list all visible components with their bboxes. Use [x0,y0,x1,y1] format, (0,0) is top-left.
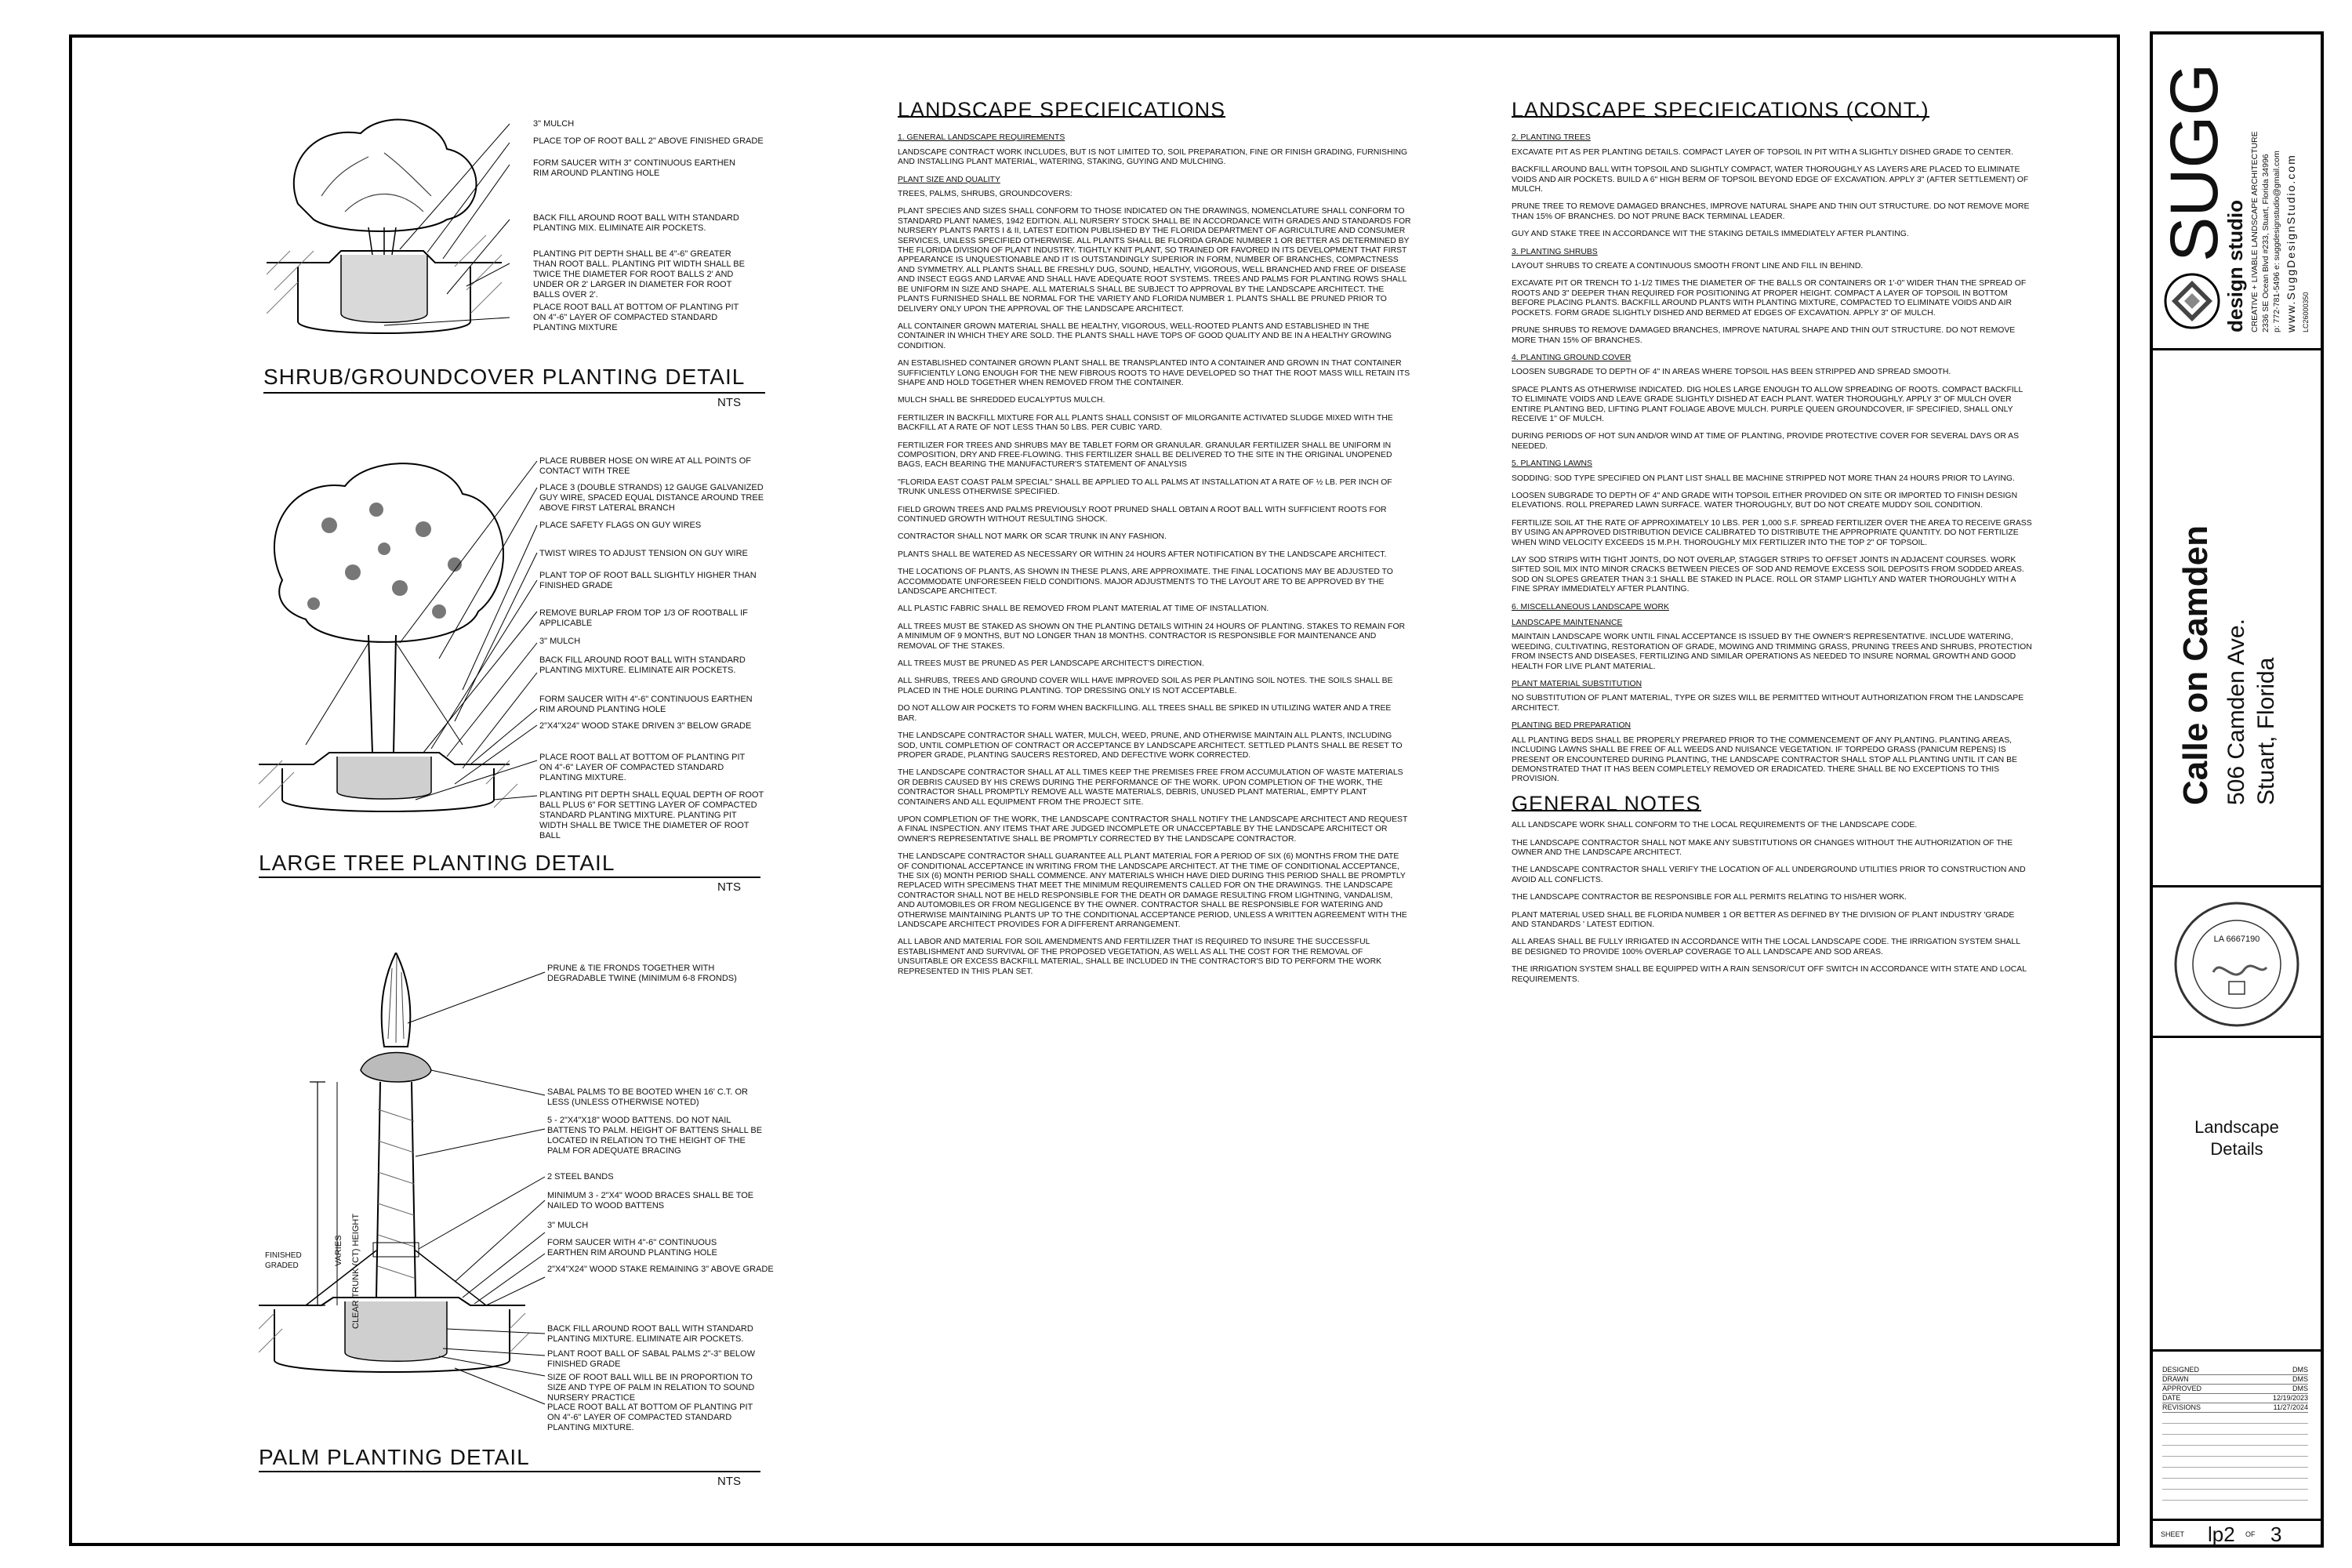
row-drawn: DRAWN DMS [2162,1375,2308,1383]
spec-para: MAINTAIN LANDSCAPE WORK UNTIL FINAL ACCEPTANCE IS ISSUED BY THE OWNER'S REPRESENTATIVE. INCLUDE WATERING, WEEDING, CULTIVATING, RESTORATION OF GRADE, MOWING AND TRIMMING GRASS, PRUNING TREES AND SHRUBS, PROTECTION FROM INSECTS AND DISEASES, FERTILIZING AND SIMILAR OPERATIONS AS NEEDED TO INSURE NORMAL GROWTH AND GOOD HEALTH FOR LIVE PLANT MATERIAL. [1512,633,2032,671]
shrub-note-6: PLACE ROOT BALL AT BOTTOM OF PLANTING PIT ON 4"-6" LAYER OF COMPACTED STANDARD PLANTING MIXTURE [533,303,739,332]
title-block [2150,31,2324,1548]
specs-section-4: 4. PLANTING GROUND COVER [1512,353,1632,362]
landscape-specifications-cont [1512,98,2033,993]
sheet-total: 3 [2270,1523,2282,1546]
spec-para: SPACE PLANTS AS OTHERWISE INDICATED. DIG HOLES LARGE ENOUGH TO ALLOW SPREADING OF ROOTS. COMPACT BACKFILL TO ELIMINATE VOIDS AND LEAVE GRADE SLIGHTLY DISHED AT EACH PLANT. WATER THOROUGHLY. APPLY 3" OF MULCH OVER ENTIRE PLANTING BED, LIFTING PLANT FOLIAGE ABOVE MULCH. PURPLE QUEEN GROUNDCOVER, IF SPECIFIED, SHALL ONLY RECEIVE 1" OF MULCH. [1512,385,2023,423]
palm-detail-scale: NTS [717,1475,741,1488]
revision-blank-row [2162,1469,2308,1479]
general-note: THE LANDSCAPE CONTRACTOR SHALL VERIFY THE LOCATION OF ALL UNDERGROUND UTILITIES PRIOR TO CONSTRUCTION AND AVOID ALL CONFLICTS. [1512,866,2026,884]
revision-blank-row [2162,1447,2308,1457]
spec-para: FERTILIZER IN BACKFILL MIXTURE FOR ALL PLANTS SHALL CONSIST OF MILORGANITE ACTIVATED SLUDGE MIXED WITH THE BACKFILL AT A RATE OF NOT LESS THAN 50 LBS. PER CUBIC YARD. [898,413,1393,433]
firm-logo-section [2153,34,2321,348]
sheet-title-line-2: Details [2210,1139,2263,1159]
spec-para: SODDING: SOD TYPE SPECIFIED ON PLANT LIST SHALL BE MACHINE STRIPPED NOT MORE THAN 24 HOURS PRIOR TO LAYING. [1512,474,2015,483]
tree-note-9: FORM SAUCER WITH 4"-6" CONTINUOUS EARTHEN RIM AROUND PLANTING HOLE [539,695,753,714]
general-note: ALL LANDSCAPE WORK SHALL CONFORM TO THE LOCAL REQUIREMENTS OF THE LANDSCAPE CODE. [1512,821,1918,830]
shrub-note-1: 3" MULCH [533,119,575,129]
shrub-note-4: BACK FILL AROUND ROOT BALL WITH STANDARD PLANTING MIX. ELIMINATE AIR POCKETS. [533,213,739,233]
firm-license: LC26000350 [2302,292,2310,332]
landscape-specifications [898,98,1411,985]
project-name: Calle on Camden [2176,525,2215,805]
general-note: PLANT MATERIAL USED SHALL BE FLORIDA NUMBER 1 OR BETTER AS DEFINED BY THE DIVISION OF PLANT INDUSTRY 'GRADE AND STANDARDS ' LATEST EDITION. [1512,910,2015,929]
tree-planting-detail [259,455,808,847]
tree-note-3: PLACE SAFETY FLAGS ON GUY WIRES [539,521,702,530]
palm-note-11: SIZE OF ROOT BALL WILL BE IN PROPORTION TO SIZE AND TYPE OF PALM IN RELATION TO SOUND NURSERY PRACTICE [547,1373,755,1403]
of-label: OF [2245,1530,2256,1538]
spec-para: LOOSEN SUBGRADE TO DEPTH OF 4" IN AREAS WHERE TOPSOIL HAS BEEN STRIPPED AND SPREAD SMOOTH. [1512,368,1951,377]
tree-note-12: PLANTING PIT DEPTH SHALL EQUAL DEPTH OF ROOT BALL PLUS 6" FOR SETTING LAYER OF COMPACTED STANDARD PLANTING MIXTURE. PLANTING PIT WIDTH SHALL BE TWICE THE DIAMETER OF ROOT BALL [539,790,764,840]
spec-para: EXCAVATE PIT AS PER PLANTING DETAILS. COMPACT LAYER OF TOPSOIL IN PIT WITH A SLIGHTLY DISHED GRADE TO CENTER. [1512,147,2013,157]
tree-note-2: PLACE 3 (DOUBLE STRANDS) 12 GAUGE GALVANIZED GUY WIRE, SPACED EQUAL DISTANCE AROUND TREE ABOVE FIRST LATERAL BRANCH [539,483,764,513]
spec-para: PLANTS SHALL BE WATERED AS NECESSARY OR WITHIN 24 HOURS AFTER NOTIFICATION BY THE LANDSCAPE ARCHITECT. [898,550,1387,559]
revision-blank-row [2162,1480,2308,1490]
project-city: Stuart, Florida [2253,657,2279,805]
revision-section [2153,1349,2321,1519]
spec-para: NO SUBSTITUTION OF PLANT MATERIAL, TYPE OR SIZES WILL BE PERMITTED WITHOUT AUTHORIZATION FROM THE LANDSCAPE ARCHITECT. [1512,694,2024,713]
shrub-note-3: FORM SAUCER WITH 3" CONTINUOUS EARTHEN RIM AROUND PLANTING HOLE [533,158,735,178]
spec-para: ALL PLANTING BEDS SHALL BE PROPERLY PREPARED PRIOR TO THE COMMENCEMENT OF ANY PLANTING. PLANTING AREAS, INCLUDING LAWNS SHALL BE FREE OF ALL WEEDS AND NUISANCE VEGETATION. IF TORPEDO GRASS (PANICUM REPENS) IS PRESENT OR ENCOUNTERED DURING PLANTING, THE LANDSCAPE CONTRACTOR SHALL STOP ALL PLANTING UNTIL IT CAN BE DEMONSTRATED THAT IT HAS BEEN COMPLETELY REMOVED OR ERADICATED. THERE SHALL BE NO EXCEPTIONS TO THIS PROVISION. [1512,735,2017,784]
sheet-title-line-1: Landscape [2194,1117,2279,1137]
spec-para: LAYOUT SHRUBS TO CREATE A CONTINUOUS SMOOTH FRONT LINE AND FILL IN BEHIND. [1512,262,1864,271]
spec-para: ALL PLASTIC FABRIC SHALL BE REMOVED FROM PLANT MATERIAL AT TIME OF INSTALLATION. [898,604,1269,614]
palm-dim-clear-trunk: CLEAR TRUNK (CT) HEIGHT [351,1213,361,1329]
palm-detail-title: PALM PLANTING DETAIL [259,1445,530,1469]
spec-para: CONTRACTOR SHALL NOT MARK OR SCAR TRUNK IN ANY FASHION. [898,532,1167,542]
specs-section-1: 1. GENERAL LANDSCAPE REQUIREMENTS [898,133,1065,143]
shrub-note-5: PLANTING PIT DEPTH SHALL BE 4"-6" GREATER THAN ROOT BALL. PLANTING PIT WIDTH SHALL BE TWICE THE DIAMETER FOR ROOT BALLS 2' AND UNDER OR 2' LARGER IN DIAMETER FOR ROOT BALLS OVER 2'. [533,249,745,299]
spec-para: LAY SOD STRIPS WITH TIGHT JOINTS, DO NOT OVERLAP, STAGGER STRIPS TO OFFSET JOINTS IN ADJACENT COURSES. WORK SIFTED SOIL MIX INTO MINOR CRACKS BETWEEN PIECES OF SOD AND REMOVE EXCESS SOIL DEPOSITS FROM SODDED AREAS. SOD ON SLOPES GREATER THAN 3:1 SHALL BE STAKED IN PLACE. ROLL OR STAMP LIGHTLY AND WATER THOROUGHLY WITH A FINE SPRAY IMMEDIATELY AFTER PLANTING. [1512,556,2024,594]
firm-contact: p: 772-781-5496 e: suggdesignstudio@gmail.com [2272,151,2281,332]
spec-para: ALL SHRUBS, TREES AND GROUND COVER WILL HAVE IMPROVED SOIL AS PER PLANTING SOIL NOTES. THE SOILS SHALL BE PLACED IN THE HOLE DURING PLANTING. TOP DRESSING ONLY IS NOT ACCEPTABLE. [898,677,1393,695]
specs-sub-plant-size: PLANT SIZE AND QUALITY [898,175,1000,184]
tree-note-5: PLANT TOP OF ROOT BALL SLIGHTLY HIGHER THAN FINISHED GRADE [539,571,757,590]
specs-title: LANDSCAPE SPECIFICATIONS [898,98,1226,122]
spec-para: "FLORIDA EAST COAST PALM SPECIAL" SHALL BE APPLIED TO ALL PALMS AT INSTALLATION AT A RATE OF ½ LB. PER INCH OF TRUNK UNLESS OTHERWISE SPECIFIED. [898,477,1392,497]
tree-note-8: BACK FILL AROUND ROOT BALL WITH STANDARD PLANTING MIXTURE. ELIMINATE AIR POCKETS. [539,655,746,675]
tree-note-7: 3" MULCH [539,637,581,646]
row-revisions: REVISIONS 11/27/2024 [2162,1403,2308,1411]
spec-para: FERTILIZER FOR TREES AND SHRUBS MAY BE TABLET FORM OR GRANULAR. GRANULAR FERTILIZER SHALL BE UNIFORM IN COMPOSITION, DRY AND FREE-FLOWING. THIS FERTILIZER SHALL BE DELIVERED TO THE SITE IN THE ORIGINAL UNOPENED BAGS, EACH BEARING THE MANUFACTURER'S STATEMENT OF ANALYSIS [898,441,1392,470]
seal-stamp [2166,894,2307,1035]
revision-blank-row [2162,1491,2308,1501]
row-designed: DESIGNED DMS [2162,1366,2308,1374]
sheet-number-section [2153,1519,2321,1544]
revision-blank-row [2162,1436,2308,1446]
palm-note-2: SABAL PALMS TO BE BOOTED WHEN 16' C.T. OR LESS (UNLESS OTHERWISE NOTED) [547,1087,748,1107]
spec-para: EXCAVATE PIT OR TRENCH TO 1-1/2 TIMES THE DIAMETER OF THE BALLS OR CONTAINERS OR 1'-0" WIDER THAN THE SPREAD OF ROOTS AND 3" DEEPER THAN REQUIRED FOR POSITIONING AT PROPER HEIGHT. COMPACT A LAYER OF TOPSOIL IN BOTTOM BEFORE PLACING PLANTS. BACKFILL AROUND PLANTS WITH PLANTING MIXTURE, COMPACTED TO ELIMINATE VOIDS AND AIR POCKETS. FORM GRADE SLIGHTLY DISHED AND BERMED AT EDGES OF EXCAVATION. APPLY 3" OF MULCH. [1512,279,2027,318]
palm-note-5: MINIMUM 3 - 2"X4" WOOD BRACES SHALL BE TOE NAILED TO WOOD BATTENS [547,1191,754,1210]
tree-detail-scale: NTS [717,880,741,894]
project-section [2153,348,2321,885]
shrub-note-2: PLACE TOP OF ROOT BALL 2" ABOVE FINISHED GRADE [533,136,764,146]
specs-sub-bed-prep: PLANTING BED PREPARATION [1512,721,1632,731]
palm-note-3: 5 - 2"X4"X18" WOOD BATTENS. DO NOT NAIL BATTENS TO PALM. HEIGHT OF BATTENS SHALL BE LOCATED IN RELATION TO THE HEIGHT OF THE PALM FOR ADEQUATE BRACING [547,1116,763,1156]
palm-note-6: 3" MULCH [547,1221,589,1230]
spec-para: BACKFILL AROUND BALL WITH TOPSOIL AND SLIGHTLY COMPACT, WATER THOROUGHLY AS LAYERS ARE PLACED TO ELIMINATE VOIDS AND AIR POCKETS. BUILD A 6" HIGH BERM OF TOPSOIL BEYOND EDGE OF EXCAVATION. APPLY 3" (AFTER SETTLEMENT) OF MULCH. [1512,165,2029,194]
project-address: 506 Camden Ave. [2223,619,2249,805]
spec-para: GUY AND STAKE TREE IN ACCORDANCE WIT THE STAKING DETAILS IMMEDIATELY AFTER PLANTING. [1512,230,1909,239]
firm-web: www.SuggDesignStudio.com [2285,154,2297,332]
revision-blank-row [2162,1458,2308,1468]
palm-note-1: PRUNE & TIE FRONDS TOGETHER WITH DEGRADABLE TWINE (MINIMUM 6-8 FRONDS) [547,964,737,983]
spec-para: THE LOCATIONS OF PLANTS, AS SHOWN IN THESE PLANS, ARE APPROXIMATE. THE FINAL LOCATIONS MAY BE ADJUSTED TO ACCOMMODATE UNFORESEEN FIELD CONDITIONS. MAJOR ADJUSTMENTS TO THE LAYOUT ARE TO BE APPROVED BY THE LANDSCAPE ARCHITECT. [898,568,1393,597]
palm-note-9: BACK FILL AROUND ROOT BALL WITH STANDARD PLANTING MIXTURE. ELIMINATE AIR POCKETS. [547,1324,753,1344]
spec-para: PLANT SPECIES AND SIZES SHALL CONFORM TO THOSE INDICATED ON THE DRAWINGS, NOMENCLATURE SHALL CONFORM TO STANDARD PLANT NAMES, 1942 EDITION. ALL NURSERY STOCK SHALL BE IN ACCORDANCE WITH GRADES AND STANDARDS FOR NURSERY PLANTS PARTS I & II, LATEST EDITION PUBLISHED BY THE FLORIDA DEPARTMENT OF AGRICULTURE AND CONSUMER SERVICES, UNLESS SPECIFIED OTHERWISE. ALL PLANTS SHALL BE FLORIDA GRADE NUMBER 1 OR BETTER AS DETERMINED BY THE FLORIDA DIVISION OF PLANT INDUSTRY. TIGHTLY KNIT PLANT, SO TRAINED OR FAVORED IN ITS DEVELOPMENT THAT FIRST APPEARANCE IS UNQUESTIONABLE AND IT IS OUTSTANDINGLY SUPERIOR IN FORM, NUMBER OF BRANCHES, COMPACTNESS AND SYMMETRY. ALL PLANTS SHALL BE FRESHLY DUG, SOUND, HEALTHY, VIGOROUS, WELL BRANCHED AND FREE OF DISEASE AND INSECT EGGS AND LARVAE AND SHALL HAVE ADEQUATE ROOT SYSTEMS. TREES AND PALMS FOR PLANTING ROWS SHALL BE UNIFORM IN SIZE AND SHAPE. ALL MATERIALS SHALL BE SUBJECT TO APPROVAL BY THE LANDSCAPE ARCHITECT. THE PLANTS FURNISHED SHALL BE NORMAL FOR THE VARIETY AND FLORIDA NUMBER 1. PLANTS SHALL BE PRUNED PRIOR TO DELIVERY ONLY UPON THE APPROVAL OF THE LANDSCAPE ARCHITECT. [898,207,1411,314]
palm-note-10: PLANT ROOT BALL OF SABAL PALMS 2"-3" BELOW FINISHED GRADE [547,1349,755,1369]
spec-para: THE LANDSCAPE CONTRACTOR SHALL WATER, MULCH, WEED, PRUNE, AND OTHERWISE MAINTAIN ALL PLANTS, INCLUDING SOD, UNTIL COMPLETION OF CONTRACT OR ACCEPTANCE BY LANDSCAPE ARCHITECT. SETTLED PLANTS SHALL BE RESET TO PROPER GRADE, PLANTING SAUCERS RESTORED, AND DEFECTIVE WORK CORRECTED. [898,731,1403,760]
specs-section-2: 2. PLANTING TREES [1512,133,1591,143]
shrub-title-rule [263,392,765,394]
palm-note-7: FORM SAUCER WITH 4"-6" CONTINUOUS EARTHEN RIM AROUND PLANTING HOLE [547,1238,717,1258]
shrub-detail-scale: NTS [717,396,741,409]
tree-note-4: TWIST WIRES TO ADJUST TENSION ON GUY WIRE [539,549,748,558]
spec-para: UPON COMPLETION OF THE WORK, THE LANDSCAPE CONTRACTOR SHALL NOTIFY THE LANDSCAPE ARCHITECT AND REQUEST A FINAL INSPECTION. ANY ITEMS THAT ARE JUDGED INCOMPLETE OR UNACCEPTABLE BY THE LANDSCAPE ARCHITECT OR OWNER'S REPRESENTATIVE SHALL BE PROMPTLY CORRECTED BY THE LANDSCAPE CONTRACTOR. [898,815,1408,844]
general-note: THE LANDSCAPE CONTRACTOR BE RESPONSIBLE FOR ALL PERMITS RELATING TO HIS/HER WORK. [1512,893,1907,902]
palm-dim-finished-graded: FINISHED GRADED [265,1251,302,1270]
specs-section-6: 6. MISCELLANEOUS LANDSCAPE WORK [1512,602,1669,612]
palm-note-4: 2 STEEL BANDS [547,1172,614,1181]
spec-para: ALL TREES MUST BE PRUNED AS PER LANDSCAPE ARCHITECT'S DIRECTION. [898,659,1204,669]
general-note: THE LANDSCAPE CONTRACTOR SHALL NOT MAKE ANY SUBSTITUTIONS OR CHANGES WITHOUT THE AUTHORIZATION OF THE OWNER AND THE LANDSCAPE ARCHITECT. [1512,838,2013,857]
spec-para: ALL TREES MUST BE STAKED AS SHOWN ON THE PLANTING DETAILS WITHIN 24 HOURS OF PLANTING. STAKES TO REMAIN FOR A MINIMUM OF 9 MONTHS, BUT NO LONGER THAN 18 MONTHS. CONTRACTOR IS RESPONSIBLE FOR MAINTENANCE AND REMOVAL OF THE STAKES. [898,622,1406,651]
spec-para: AN ESTABLISHED CONTAINER GROWN PLANT SHALL BE TRANSPLANTED INTO A CONTAINER AND GROWN IN THAT CONTAINER SUFFICIENTLY LONG ENOUGH FOR THE NEW FIBROUS ROOTS TO HAVE DEVELOPED SO THAT THE ROOT MASS WILL RETAIN ITS SHAPE AND HOLD TOGETHER WHEN REMOVED FROM THE CONTAINER. [898,359,1410,387]
spec-para: THE LANDSCAPE CONTRACTOR SHALL AT ALL TIMES KEEP THE PREMISES FREE FROM ACCUMULATION OF WASTE MATERIALS OR DEBRIS CAUSED BY HIS CREWS DURING THE PERFORMANCE OF THE WORK. UPON COMPLETION OF THE WORK, THE CONTRACTOR SHALL PROMPTLY REMOVE ALL WASTE MATERIALS, DEBRIS, UNUSED PLANT MATERIAL, EMPTY PLANT CONTAINERS AND ALL EQUIPMENT FROM THE PROJECT SITE. [898,768,1403,807]
firm-name: SUGG [2157,63,2232,262]
firm-address: 2336 SE Ocean Blvd #233, Stuart, Florida 34996 [2261,154,2270,332]
seal-license: LA 6667190 [2213,935,2260,944]
firm-logo-icon [2161,270,2223,332]
specs-cont-title: LANDSCAPE SPECIFICATIONS (CONT.) [1512,98,1929,122]
tree-note-6: REMOVE BURLAP FROM TOP 1/3 OF ROOTBALL IF APPLICABLE [539,608,748,628]
spec-para: PRUNE SHRUBS TO REMOVE DAMAGED BRANCHES, IMPROVE NATURAL SHAPE AND THIN OUT STRUCTURE. DO NOT REMOVE MORE THAN 15% OF BRANCHES. [1512,326,2016,345]
general-note: ALL AREAS SHALL BE FULLY IRRIGATED IN ACCORDANCE WITH THE LOCAL LANDSCAPE CODE. THE IRRIGATION SYSTEM SHALL BE DESIGNED TO PROVIDE 100% OVERLAP COVERAGE TO ALL LANDSCAPE AND SOD AREAS. [1512,938,2020,956]
tree-note-10: 2"X4"X24" WOOD STAKE DRIVEN 3" BELOW GRADE [539,721,752,731]
palm-planting-detail [259,953,808,1432]
spec-para: TREES, PALMS, SHRUBS, GROUNDCOVERS: [898,190,1073,199]
spec-para: DURING PERIODS OF HOT SUN AND/OR WIND AT TIME OF PLANTING, PROVIDE PROTECTIVE COVER FOR SEVERAL DAYS OR AS NEEDED. [1512,432,2020,451]
sheet-label: SHEET [2161,1530,2185,1538]
revision-blank-row [2162,1414,2308,1424]
palm-title-rule [259,1471,760,1472]
specs-section-5: 5. PLANTING LAWNS [1512,459,1592,469]
general-note: THE IRRIGATION SYSTEM SHALL BE EQUIPPED WITH A RAIN SENSOR/CUT OFF SWITCH IN ACCORDANCE WITH STATE AND LOCAL REQUIREMENTS. [1512,965,2027,984]
spec-para: LOOSEN SUBGRADE TO DEPTH OF 4" AND GRADE WITH TOPSOIL EITHER PROVIDED ON SITE OR IMPORTED TO FINISH DESIGN ELEVATIONS. ROLL PREPARED LAWN SURFACE. WATER THOROUGHLY, BUT DO NOT CREATE MUDDY SOIL CONDITION. [1512,491,2018,510]
general-notes-title: GENERAL NOTES [1512,791,1701,815]
sheet-title-section [2153,1036,2321,1349]
spec-para: LANDSCAPE CONTRACT WORK INCLUDES, BUT IS NOT LIMITED TO, SOIL PREPARATION, FINE OR FINISH GRADING, FURNISHING AND INSTALLING PLANT MATERIAL, WATERING, STAKING, GUYING AND MULCHING. [898,147,1408,167]
shrub-detail-title: SHRUB/GROUNDCOVER PLANTING DETAIL [263,365,746,389]
palm-note-8: 2"X4"X24" WOOD STAKE REMAINING 3" ABOVE GRADE [547,1265,774,1274]
spec-para: FIELD GROWN TREES AND PALMS PREVIOUSLY ROOT PRUNED SHALL OBTAIN A ROOT BALL WITH SUFFICIENT ROOTS FOR CONTINUED GROWTH WITHOUT RESULTING SHOCK. [898,505,1387,524]
spec-para: DO NOT ALLOW AIR POCKETS TO FORM WHEN BACKFILLING. ALL TREES SHALL BE SPIKED IN UTILIZING WATER AND A TREE BAR. [898,704,1392,723]
firm-tagline: CREATIVE + LIVABLE LANDSCAPE ARCHITECTURE [2250,131,2259,332]
tree-note-1: PLACE RUBBER HOSE ON WIRE AT ALL POINTS OF CONTACT WITH TREE [539,456,751,476]
tree-drawing [259,455,808,847]
tree-detail-title: LARGE TREE PLANTING DETAIL [259,851,615,875]
specs-section-3: 3. PLANTING SHRUBS [1512,247,1598,256]
revision-blank-row [2162,1425,2308,1435]
spec-para: PRUNE TREE TO REMOVE DAMAGED BRANCHES, IMPROVE NATURAL SHAPE AND THIN OUT STRUCTURE. DO NOT REMOVE MORE THAN 15% OF BRANCHES. DO NOT PRUNE BACK TERMINAL LEADER. [1512,202,2030,221]
palm-note-12: PLACE ROOT BALL AT BOTTOM OF PLANTING PIT ON 4"-6" LAYER OF COMPACTED STANDARD PLANTING MIXTURE. [547,1403,753,1432]
shrub-planting-detail [267,110,815,408]
firm-sub: design studio [2223,200,2247,332]
tree-title-rule [259,877,760,878]
tree-note-11: PLACE ROOT BALL AT BOTTOM OF PLANTING PIT ON 4"-6" LAYER OF COMPACTED STANDARD PLANTING MIXTURE. [539,753,746,782]
row-date: DATE 12/19/2023 [2162,1394,2308,1402]
sheet-number: lp2 [2208,1523,2235,1546]
row-approved: APPROVED DMS [2162,1385,2308,1392]
spec-para: MULCH SHALL BE SHREDDED EUCALYPTUS MULCH. [898,396,1105,405]
spec-para: FERTILIZE SOIL AT THE RATE OF APPROXIMATELY 10 LBS. PER 1,000 S.F. SPREAD FERTILIZER OVER THE AREA TO RECEIVE GRASS BY USING AN APPROVED DISTRIBUTION DEVICE CALIBRATED TO DISTRIBUTE THE APPROPRIATE QUANTITY. DO NOT FERTILIZE WHEN WIND VELOCITY EXCEEDS 15 M.P.H. THOROUGHLY MIX FERTILIZER INTO THE TOP 2" OF TOPSOIL. [1512,518,2032,547]
spec-para: THE LANDSCAPE CONTRACTOR SHALL GUARANTEE ALL PLANT MATERIAL FOR A PERIOD OF SIX (6) MONTHS FROM THE DATE OF CONDITIONAL ACCEPTANCE IN WRITING FROM THE LANDSCAPE ARCHITECT. AT THE TIME OF CONDITIONAL ACCEPTANCE, THE SIX (6) MONTH PERIOD SHALL COMMENCE. ANY MATERIALS WHICH HAVE DIED DURING THIS PERIOD SHALL BE PROMPTLY REPLACED WITH SPECIMENS THAT MEET THE MINIMUM REQUIREMENTS CALLED FOR ON THE DRAWINGS. THE LANDSCAPE CONTRACTOR SHALL NOT BE HELD RESPONSIBLE FOR THE DEATH OR DAMAGE RESULTING FROM LIGHTNING, VANDALISM, AND AUTOMOBILES OR FROM NEGLIGENCE BY THE OWNER. CONTRACTOR SHALL BE RESPONSIBLE FOR WATERING AND OTHERWISE MAINTAINING PLANTS UP TO THE CONDITIONAL ACCEPTANCE PERIOD, UNLESS A WRITTEN AGREEMENT WITH THE LANDSCAPE ARCHITECT PROVIDES FOR A DIFFERENT ARRANGEMENT. [898,852,1407,929]
specs-sub-maintenance: LANDSCAPE MAINTENANCE [1512,619,1623,628]
spec-para: ALL LABOR AND MATERIAL FOR SOIL AMENDMENTS AND FERTILIZER THAT IS REQUIRED TO INSURE THE SUCCESSFUL ESTABLISHMENT AND SURVIVAL OF THE PROPOSED VEGETATION, AS WELL AS ALL THE COST FOR THE REMOVAL OF UNSUITABLE OR EXCESS BACKFILL MATERIAL, SHALL BE INCLUDED IN THE CONTRACTOR'S BID TO PERFORM THE WORK REPRESENTED IN THIS PLAN SET. [898,938,1382,976]
seal-section [2153,885,2321,1036]
palm-dim-varies: VARIES [334,1235,343,1266]
spec-para: ALL CONTAINER GROWN MATERIAL SHALL BE HEALTHY, VIGOROUS, WELL-ROOTED PLANTS AND ESTABLISHED IN THE CONTAINER IN WHICH THEY ARE SOLD. THE PLANTS SHALL HAVE TOPS OF GOOD QUALITY AND BE IN A HEALTHY GROWING CONDITION. [898,321,1392,350]
specs-sub-substitution: PLANT MATERIAL SUBSTITUTION [1512,680,1642,689]
